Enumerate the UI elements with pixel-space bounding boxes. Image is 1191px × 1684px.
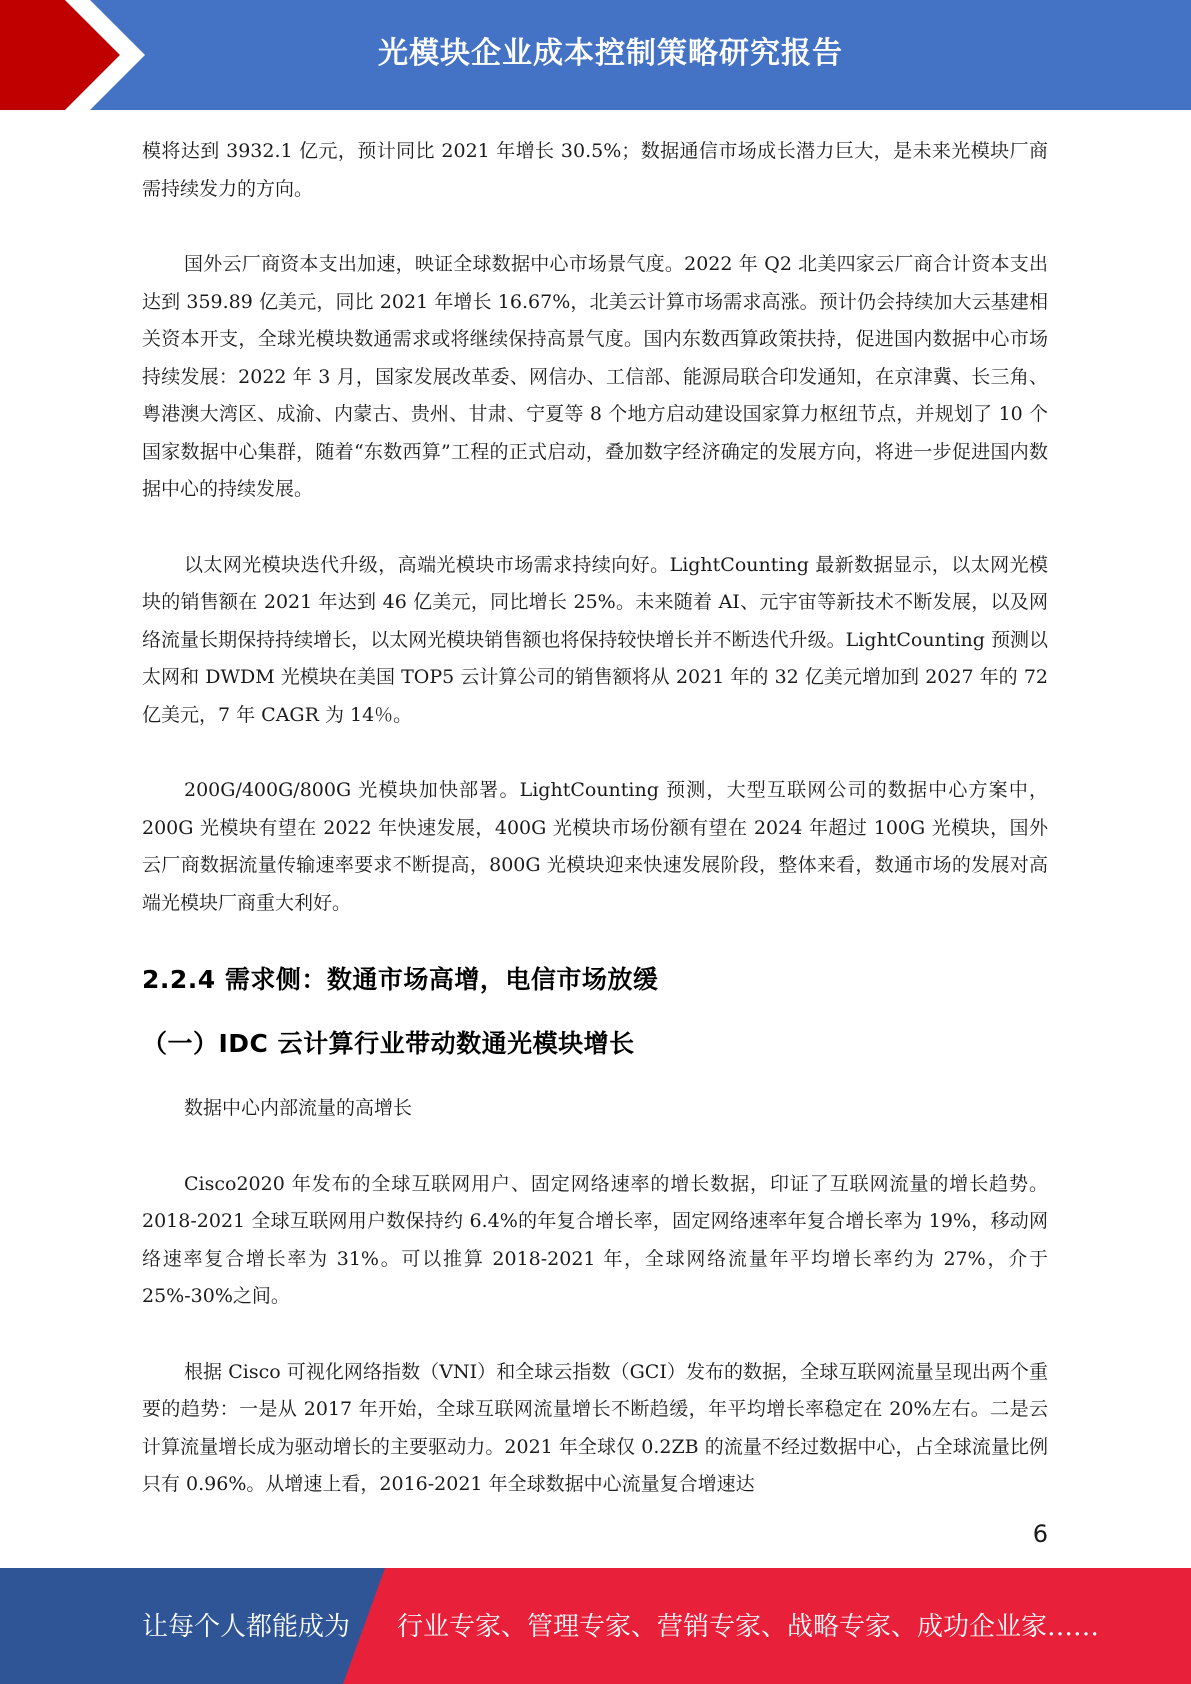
page-number: 6 bbox=[1032, 1520, 1048, 1548]
paragraph: 根据 Cisco 可视化网络指数（VNI）和全球云指数（GCI）发布的数据，全球互联网流量呈现出两个重要的趋势：一是从 2017 年开始，全球互联网流量增长不断趋缓，年平均增长率稳定在 20%左右。二是云计算流量增长成为驱动增长的主要驱动力。2021 年全球仅 0.2ZB 的流量不经过数据中心，占全球流量比例只有 0.96%。从增速上看，2016-2021 年全球数据中心流量复合增速达 bbox=[142, 1360, 1048, 1495]
subsection-heading: （一）IDC 云计算行业带动数通光模块增长 bbox=[142, 1029, 635, 1058]
document-title: 光模块企业成本控制策略研究报告 bbox=[378, 36, 843, 71]
paragraph: 以太网光模块迭代升级，高端光模块市场需求持续向好。LightCounting 最新数据显示，以太网光模块的销售额在 2021 年达到 46 亿美元，同比增长 25%。未来随着 AI、元宇宙等新技术不断发展，以及网络流量长期保持持续增长，以太网光模块销售额也将保持较快增长并不断迭代升级。LightCounting 预测以太网和 DWDM 光模块在美国 TOP5 云计算公司的销售额将从 2021 年的 32 亿美元增加到 2027 年的 72 亿美元，7 年 CAGR 为 14％。 bbox=[142, 553, 1048, 726]
page-header bbox=[0, 0, 1191, 110]
paragraph: Cisco2020 年发布的全球互联网用户、固定网络速率的增长数据，印证了互联网流量的增长趋势。2018-2021 全球互联网用户数保持约 6.4%的年复合增长率，固定网络速率年复合增长率为 19%，移动网络速率复合增长率为 31%。可以推算 2018-2021 年，全球网络流量年平均增长率约为 27%，介于 25%-30%之间。 bbox=[142, 1172, 1048, 1307]
page-footer bbox=[0, 1568, 1191, 1684]
paragraph: 200G/400G/800G 光模块加快部署。LightCounting 预测，大型互联网公司的数据中心方案中，200G 光模块有望在 2022 年快速发展，400G 光模块市场份额有望在 2024 年超过 100G 光模块，国外云厂商数据流量传输速率要求不断提高，800G 光模块迎来快速发展阶段，整体来看，数通市场的发展对高端光模块厂商重大利好。 bbox=[142, 779, 1048, 914]
lead-paragraph: 数据中心内部流量的高增长 bbox=[184, 1097, 413, 1119]
page-body bbox=[142, 133, 1048, 1542]
footer-slogan-right: 行业专家、管理专家、营销专家、战略专家、成功企业家…… bbox=[397, 1612, 1100, 1642]
paragraph: 国外云厂商资本支出加速，映证全球数据中心市场景气度。2022 年 Q2 北美四家云厂商合计资本支出达到 359.89 亿美元，同比 2021 年增长 16.67%，北美云计算市场需求高涨。预计仍会持续加大云基建相关资本开支，全球光模块数通需求或将继续保持高景气度。国内东数西算政策扶持，促进国内数据中心市场持续发展：2022 年 3 月，国家发展改革委、网信办、工信部、能源局联合印发通知，在京津冀、长三角、粤港澳大湾区、成渝、内蒙古、贵州、甘肃、宁夏等 8 个地方启动建设国家算力枢纽节点，并规划了 10 个国家数据中心集群，随着“东数西算”工程的正式启动，叠加数字经济确定的发展方向，将进一步促进国内数据中心的持续发展。 bbox=[142, 253, 1048, 500]
paragraph: 模将达到 3932.1 亿元，预计同比 2021 年增长 30.5%；数据通信市场成长潜力巨大，是未来光模块厂商需持续发力的方向。 bbox=[142, 140, 1048, 200]
section-heading: 2.2.4 需求侧：数通市场高增，电信市场放缓 bbox=[142, 965, 659, 994]
footer-slogan-left: 让每个人都能成为 bbox=[142, 1612, 351, 1642]
